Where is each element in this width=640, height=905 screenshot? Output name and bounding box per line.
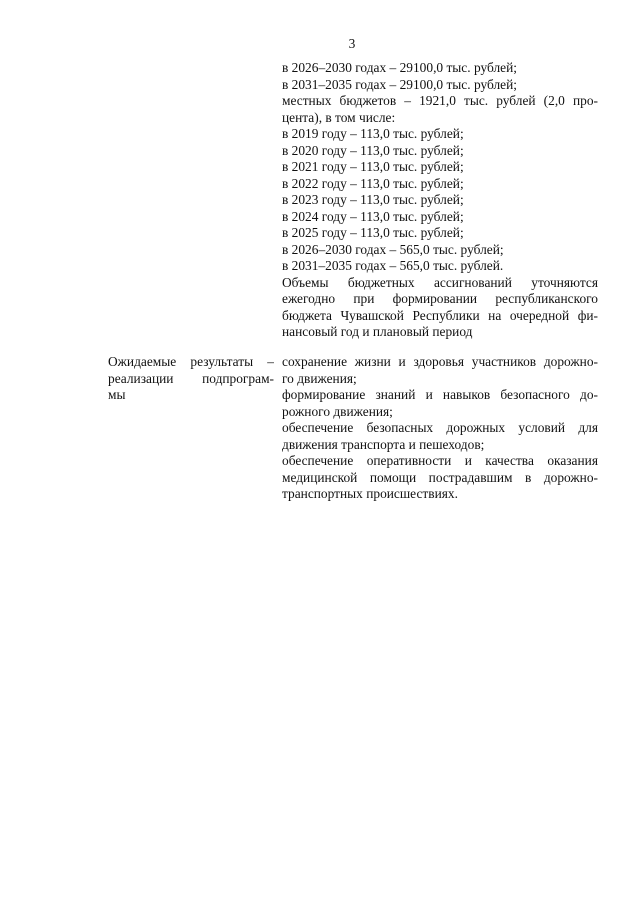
funding-line: местных бюджетов – 1921,0 тыс. рублей (2,0 про- — [282, 93, 598, 108]
funding-line: в 2031–2035 годах – 29100,0 тыс. рублей; — [282, 76, 517, 92]
results-text-block — [282, 354, 598, 503]
funding-line: цента), в том числе: — [282, 109, 396, 125]
results-value-line: формирование знаний и навыков безопасного до- — [282, 387, 598, 402]
funding-line: ежегодно при формировании республиканского — [282, 291, 598, 306]
funding-line: в 2023 году – 113,0 тыс. рублей; — [282, 192, 464, 207]
funding-line: в 2025 году – 113,0 тыс. рублей; — [282, 225, 464, 240]
funding-line: Объемы бюджетных ассигнований уточняются — [282, 274, 598, 290]
page-number: 3 — [348, 36, 356, 51]
results-value-line: медицинской помощи пострадавшим в дорожно- — [282, 469, 598, 485]
results-value-line: движения транспорта и пешеходов; — [282, 436, 485, 452]
funding-line: в 2019 году – 113,0 тыс. рублей; — [282, 126, 464, 141]
funding-line: в 2024 году – 113,0 тыс. рублей; — [282, 208, 464, 224]
funding-line: в 2026–2030 годах – 565,0 тыс. рублей; — [282, 241, 504, 257]
results-value-line: го движения; — [282, 370, 357, 386]
results-label — [108, 354, 274, 404]
funding-line: бюджета Чувашской Республики на очередной фи- — [282, 307, 598, 323]
results-value-line: рожного движения; — [282, 403, 393, 419]
funding-line: в 2020 году – 113,0 тыс. рублей; — [282, 142, 464, 158]
funding-text-block — [282, 60, 598, 341]
results-value-line: транспортных происшествиях. — [282, 486, 458, 501]
results-value-line: сохранение жизни и здоровья участников дорожно- — [282, 354, 598, 369]
results-label-line: реализации подпрограм- — [108, 370, 274, 386]
results-value-line: обеспечение оперативности и качества оказания — [282, 453, 598, 468]
funding-line: нансовый год и плановый период — [282, 324, 473, 339]
results-label-line: мы — [108, 387, 126, 402]
funding-line: в 2021 году – 113,0 тыс. рублей; — [282, 159, 464, 174]
results-value-line: обеспечение безопасных дорожных условий для — [282, 420, 598, 435]
funding-line: в 2031–2035 годах – 565,0 тыс. рублей. — [282, 258, 504, 273]
funding-line: в 2026–2030 годах – 29100,0 тыс. рублей; — [282, 60, 517, 75]
results-label-line: Ожидаемые результаты – — [108, 354, 274, 369]
funding-line: в 2022 году – 113,0 тыс. рублей; — [282, 175, 464, 191]
